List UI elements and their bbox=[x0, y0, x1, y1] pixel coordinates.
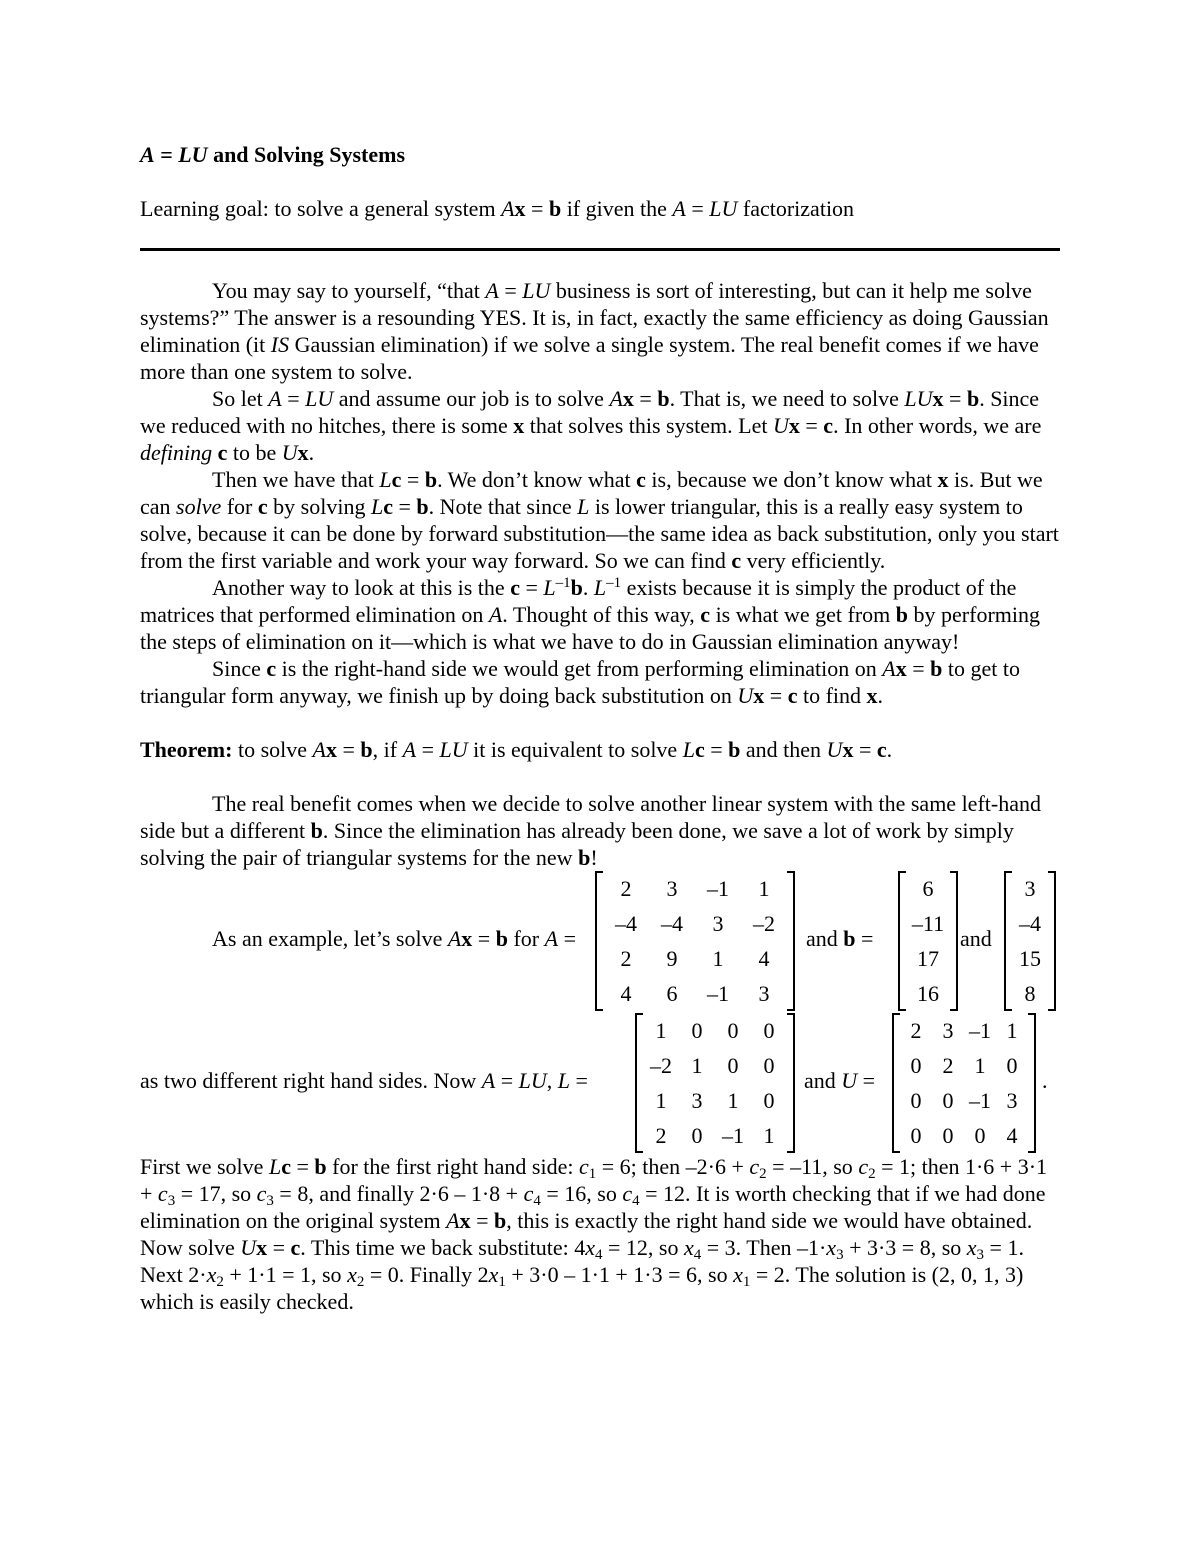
period: . bbox=[1042, 1068, 1048, 1093]
matrix-a-cell: 2 bbox=[620, 946, 632, 971]
paragraph-2: So let A = LU and assume our job is to solve Ax = b. That is, we need to solve LUx = b. Since we reduced with no hitches, there is some x that solves this system. Let Ux = c. In other words, we are defining c to be Ux. bbox=[140, 386, 1042, 465]
matrix-a-cell: 1 bbox=[758, 876, 770, 901]
document-body bbox=[140, 277, 1060, 1315]
rhs-label: as two different right hand sides. Now A = LU, L = bbox=[140, 1068, 588, 1093]
matrix-u-cell: 2 bbox=[910, 1018, 922, 1043]
matrix-u-cell: 1 bbox=[1006, 1018, 1018, 1043]
example-matrix-row bbox=[140, 871, 1060, 1011]
matrix-b2-cell: –4 bbox=[1019, 911, 1041, 936]
matrix-b2-cell: 3 bbox=[1024, 876, 1036, 901]
matrix-u-cell: 3 bbox=[942, 1018, 954, 1043]
matrix-u-cell: 4 bbox=[1006, 1123, 1018, 1148]
matrix-u-cell: –1 bbox=[969, 1018, 991, 1043]
matrix-l-cell: 0 bbox=[691, 1123, 703, 1148]
matrix-a-cell: –4 bbox=[615, 911, 637, 936]
learning-goal: Learning goal: to solve a general system Ax = b if given the A = LU factorization bbox=[140, 196, 855, 221]
matrix-l-cell: 0 bbox=[763, 1053, 775, 1078]
paragraph-5: Since c is the right-hand side we would get from performing elimination on Ax = b to get to triangular form anyway, we finish up by doing back substitution on Ux = c to find x. bbox=[140, 656, 1020, 708]
matrix-a-cell: 9 bbox=[666, 946, 678, 971]
and-u-label: and U = bbox=[804, 1068, 876, 1093]
matrix-u-cell: 0 bbox=[910, 1088, 922, 1113]
matrix-a-cell: 4 bbox=[620, 981, 632, 1006]
matrix-b2-cell: 15 bbox=[1019, 946, 1041, 971]
matrix-b1-cell: 17 bbox=[917, 946, 939, 971]
matrix-u-cell: 0 bbox=[910, 1053, 922, 1078]
matrix-l-cell: 3 bbox=[691, 1088, 703, 1113]
theorem-label: Theorem: bbox=[140, 737, 233, 762]
paragraph-3: Then we have that Lc = b. We don’t know what c is, because we don’t know what x is. But we can solve for c by solving Lc = b. Note that since L is lower triangular, this is a really easy system to solve, because it can be done by forward substitution—the same idea as back substitution, only you start from the first variable and work your way forward. So we can find c very efficiently. bbox=[140, 467, 1059, 573]
matrix-b1-cell: –11 bbox=[911, 911, 945, 936]
page-title: A = LU and Solving Systems bbox=[140, 142, 406, 167]
matrix-a-cell: –4 bbox=[661, 911, 683, 936]
matrix-b1 bbox=[898, 871, 958, 1011]
paragraph-7: First we solve Lc = b for the first right hand side: $c_1 = 6$; then $-2\cdot 6 + c_2 = -11$, so $c_2 = 1$; then $1\cdot 6 + 3\cdot 1 + c_3 = 17$, so $c_3 = 8$, and finally $2\cdot 6 - 1\cdot 8 + c_4 = 16$, so $c_4 = 12$. It is worth checking that if we had done elimination on the original system Ax = b, this is exactly the right hand side we would have obtained. Now solve Ux = c. This time we back substitute: $4x_4 = 12$, so $x_4 = 3$. Then $-1\cdot x_3 + 3\cdot 3 = 8$, so $x_3 = 1$. Next $2\cdot x_2 + 1\cdot 1 = 1$, so $x_2 = 0$. Finally $2x_1 + 3\cdot 0 - 1\cdot 1 + 1\cdot 3 = 6$, so $x_1 = 2$. The solution is (2, 0, 1, 3) which is easily checked. bbox=[140, 1154, 1048, 1314]
matrix-u-cell: 1 bbox=[974, 1053, 986, 1078]
matrix-l-cell: 0 bbox=[763, 1018, 775, 1043]
matrix-a-cell: 6 bbox=[666, 981, 678, 1006]
matrix-u-cell: 2 bbox=[942, 1053, 954, 1078]
matrix-l-cell: 0 bbox=[727, 1018, 739, 1043]
paragraph-6: The real benefit comes when we decide to solve another linear system with the same left-hand side but a different b. Since the elimination has already been done, we save a lot of work by simply solving the pair of triangular systems for the new b! bbox=[140, 791, 1041, 870]
matrix-l-cell: –2 bbox=[650, 1053, 672, 1078]
matrix-a-cell: 1 bbox=[712, 946, 724, 971]
lu-matrix-row bbox=[140, 1013, 1060, 1153]
matrix-u-cell: 0 bbox=[1006, 1053, 1018, 1078]
matrix-a-cell: –1 bbox=[707, 876, 729, 901]
matrix-l-cell: 1 bbox=[763, 1123, 775, 1148]
matrix-a-cell: 4 bbox=[758, 946, 770, 971]
matrix-l bbox=[635, 1013, 795, 1153]
matrix-l-cell: 1 bbox=[727, 1088, 739, 1113]
and-b-label: and b = bbox=[806, 926, 874, 951]
matrix-u-cell: –1 bbox=[969, 1088, 991, 1113]
matrix-a-cell: 2 bbox=[620, 876, 632, 901]
section-divider bbox=[140, 248, 1060, 251]
matrix-l-cell: 0 bbox=[727, 1053, 739, 1078]
matrix-l-cell: 1 bbox=[655, 1018, 667, 1043]
theorem: Theorem: to solve Ax = b, if A = LU it is equivalent to solve Lc = b and then Ux = c. bbox=[140, 737, 893, 762]
matrix-u-cell: 0 bbox=[974, 1123, 986, 1148]
matrix-l-cell: 0 bbox=[691, 1018, 703, 1043]
matrix-l-cell: 2 bbox=[655, 1123, 667, 1148]
matrix-u bbox=[892, 1013, 1036, 1153]
matrix-l-cell: 1 bbox=[691, 1053, 703, 1078]
example-label: As an example, let’s solve Ax = b for A = bbox=[212, 926, 576, 951]
matrix-b1-cell: 6 bbox=[922, 876, 934, 901]
matrix-a-cell: 3 bbox=[712, 911, 724, 936]
matrix-a-cell: –2 bbox=[753, 911, 775, 936]
matrix-b1-cell: 16 bbox=[917, 981, 939, 1006]
matrix-u-cell: 3 bbox=[1006, 1088, 1018, 1113]
document-page bbox=[140, 140, 1060, 1315]
goal-suffix: factorization bbox=[737, 196, 855, 221]
matrix-a-cell: –1 bbox=[707, 981, 729, 1006]
matrix-a-cell: 3 bbox=[666, 876, 678, 901]
matrix-a-cell: 3 bbox=[758, 981, 770, 1006]
goal-prefix: Learning goal: to solve a general system bbox=[140, 196, 502, 221]
paragraph-1: You may say to yourself, “that A = LU business is sort of interesting, but can it help me solve systems?” The answer is a resounding YES. It is, in fact, exactly the same efficiency as doing Gaussian elimination (it IS Gaussian elimination) if we solve a single system. The real benefit comes if we have more than one system to solve. bbox=[140, 278, 1049, 384]
matrix-a bbox=[595, 871, 795, 1011]
matrix-b2-cell: 8 bbox=[1024, 981, 1036, 1006]
goal-mid: if given the bbox=[561, 196, 673, 221]
matrix-l-cell: 1 bbox=[655, 1088, 667, 1113]
paragraph-4: Another way to look at this is the $c = L^{-1}b$. $L^{-1}$ exists because it is simply the product of the matrices that performed elimination on A. Thought of this way, c is what we get from b by performing the steps of elimination on it—which is what we have to do in Gaussian elimination anyway! bbox=[140, 575, 1041, 654]
matrix-b2 bbox=[1004, 871, 1056, 1011]
matrix-l-cell: 0 bbox=[763, 1088, 775, 1113]
matrix-l-cell: –1 bbox=[722, 1123, 744, 1148]
matrix-u-cell: 0 bbox=[910, 1123, 922, 1148]
and-label: and bbox=[960, 926, 992, 951]
matrix-u-cell: 0 bbox=[942, 1123, 954, 1148]
matrix-u-cell: 0 bbox=[942, 1088, 954, 1113]
